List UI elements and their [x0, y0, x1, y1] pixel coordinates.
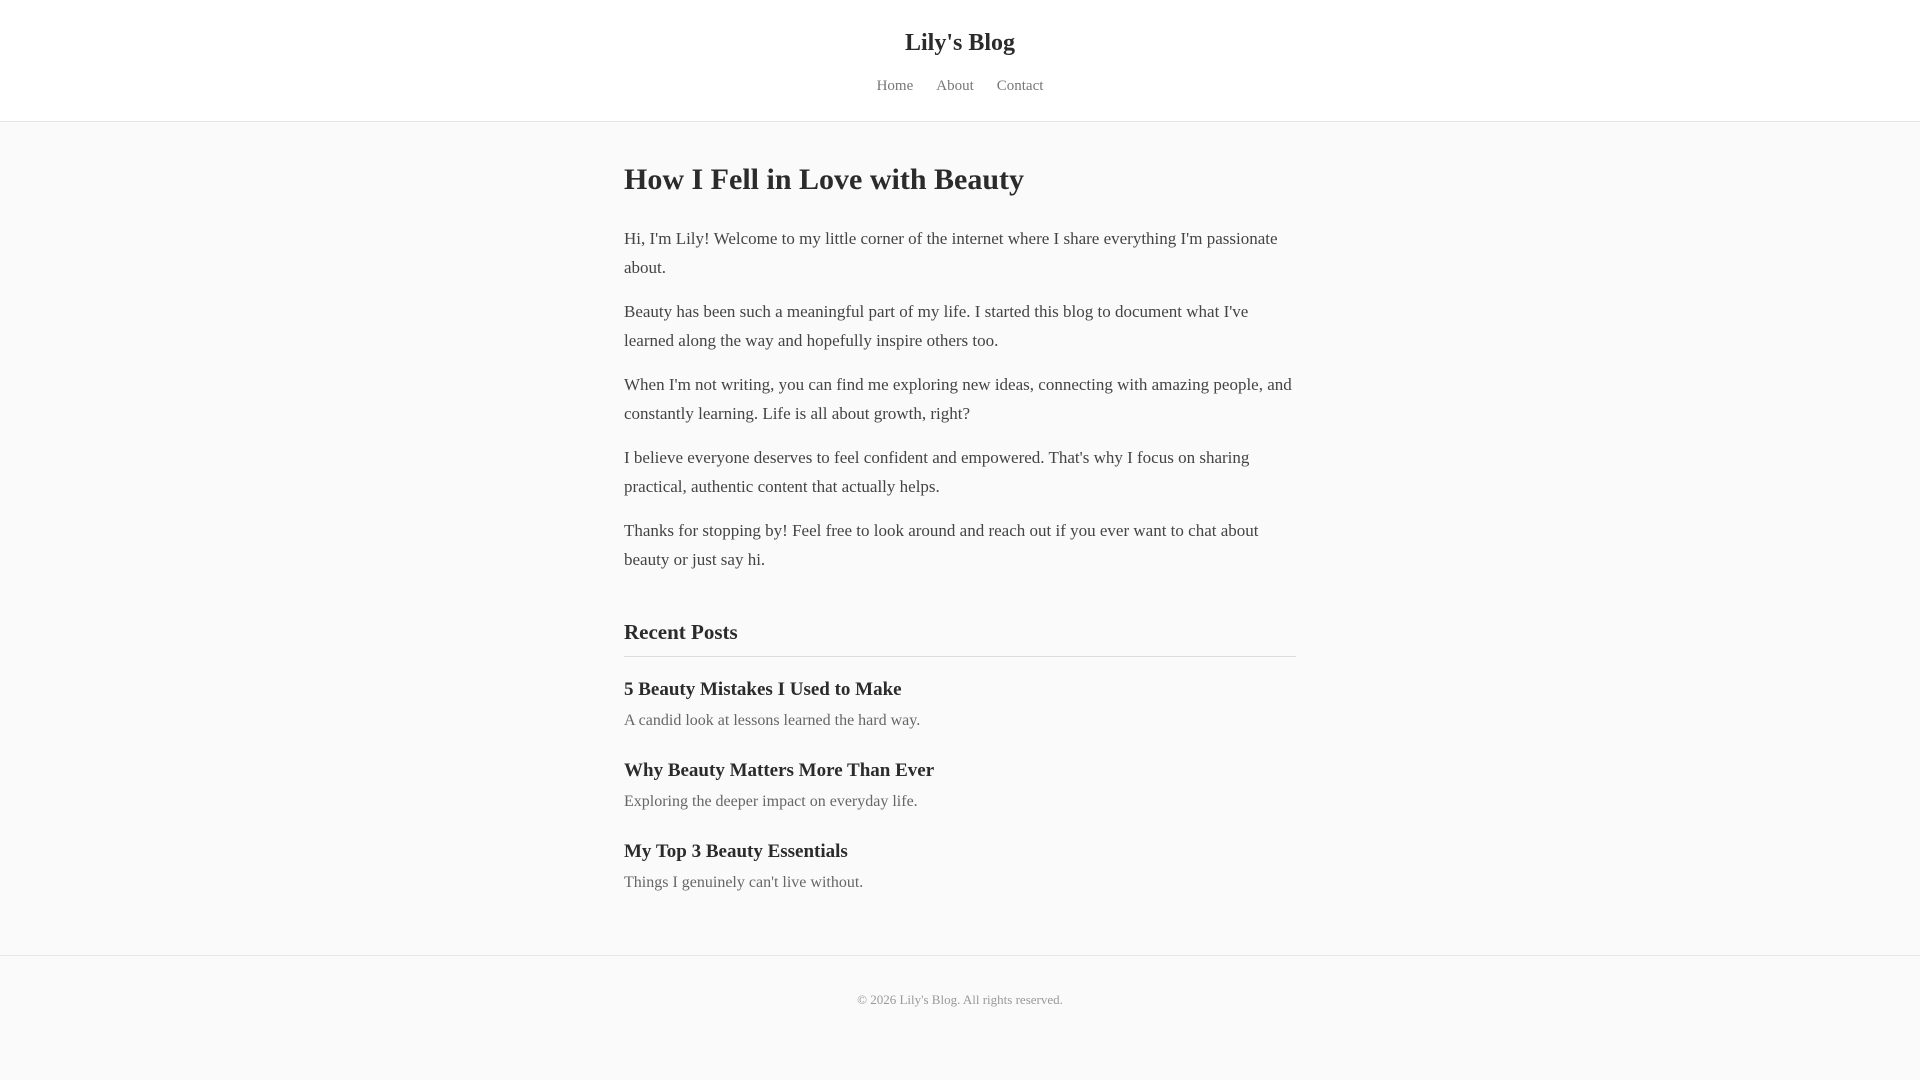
recent-post-item: [624, 758, 1296, 813]
post-paragraph: When I'm not writing, you can find me exploring new ideas, connecting with amazing people, and constantly learning. Life is all about growth, right?: [624, 375, 1292, 423]
main-content: [624, 122, 1296, 894]
site-header: [0, 0, 1920, 122]
recent-post-item: [624, 839, 1296, 894]
recent-post-item: [624, 677, 1296, 732]
post-paragraph: Beauty has been such a meaningful part of my life. I started this blog to document what I've learned along the way and hopefully inspire others too.: [624, 302, 1249, 350]
post-paragraph: I believe everyone deserves to feel confident and empowered. That's why I focus on sharing practical, authentic content that actually helps.: [624, 448, 1250, 496]
recent-post-excerpt: A candid look at lessons learned the hard way.: [624, 712, 921, 729]
blog-post: [624, 160, 1296, 574]
nav-link-contact[interactable]: Contact: [996, 78, 1044, 94]
post-body: [624, 224, 1296, 574]
site-title[interactable]: Lily's Blog: [904, 30, 1016, 56]
recent-post-excerpt: Things I genuinely can't live without.: [624, 874, 864, 891]
recent-post-excerpt: Exploring the deeper impact on everyday life.: [624, 793, 918, 810]
post-title: How I Fell in Love with Beauty: [624, 163, 1025, 196]
nav-link-home[interactable]: Home: [876, 78, 914, 94]
post-paragraph: Hi, I'm Lily! Welcome to my little corner of the internet where I share everything I'm passionate about.: [624, 229, 1278, 277]
copyright-text: © 2026 Lily's Blog. All rights reserved.: [857, 992, 1063, 1007]
recent-posts-list: [624, 677, 1296, 894]
recent-post-title-link[interactable]: Why Beauty Matters More Than Ever: [624, 760, 935, 781]
nav-link-about[interactable]: About: [936, 78, 974, 94]
main-nav: [0, 76, 1920, 96]
site-footer: [0, 955, 1920, 1080]
recent-posts-heading: Recent Posts: [624, 618, 1296, 657]
recent-post-title-link[interactable]: My Top 3 Beauty Essentials: [624, 841, 848, 862]
recent-post-title-link[interactable]: 5 Beauty Mistakes I Used to Make: [624, 679, 902, 700]
recent-posts-section: [624, 618, 1296, 894]
post-paragraph: Thanks for stopping by! Feel free to look around and reach out if you ever want to chat about beauty or just say hi.: [624, 521, 1259, 569]
